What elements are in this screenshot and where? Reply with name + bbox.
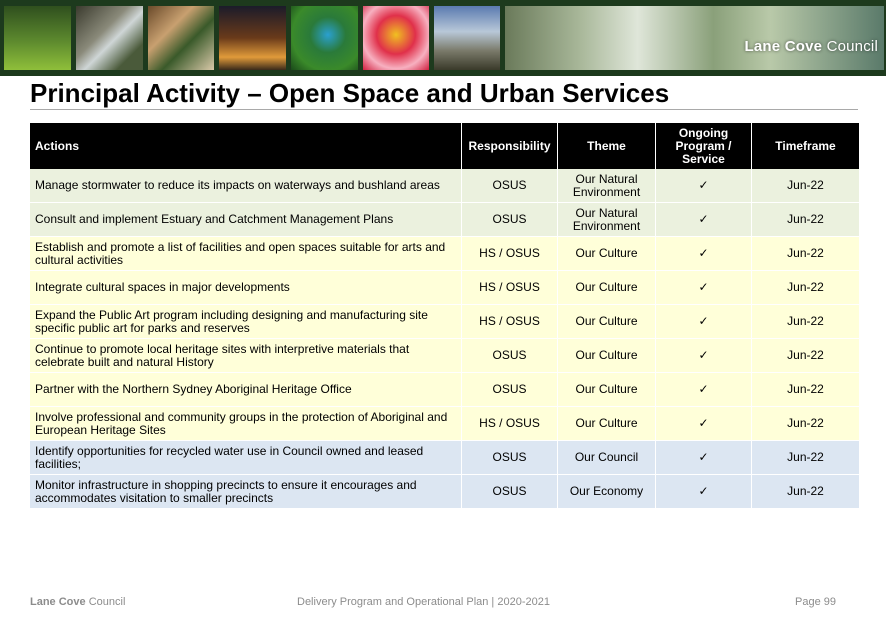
cell-action: Continue to promote local heritage sites with interpretive materials that celebrate built and natural History <box>30 339 462 373</box>
table-row <box>30 475 859 509</box>
footer-org <box>30 596 125 608</box>
cell-timeframe: Jun-22 <box>752 373 859 407</box>
header-banner <box>0 0 886 76</box>
banner-photo-street-night <box>219 6 286 70</box>
cell-responsibility: HS / OSUS <box>462 305 558 339</box>
cell-ongoing-check: ✓ <box>656 237 752 271</box>
cell-action: Partner with the Northern Sydney Aboriginal Heritage Office <box>30 373 462 407</box>
cell-theme: Our Culture <box>558 237 656 271</box>
table-row <box>30 339 859 373</box>
logo-bold-text: Lane Cove <box>744 38 823 55</box>
cell-theme: Our Culture <box>558 339 656 373</box>
cell-theme: Our Economy <box>558 475 656 509</box>
cell-action: Consult and implement Estuary and Catchment Management Plans <box>30 203 462 237</box>
cell-timeframe: Jun-22 <box>752 271 859 305</box>
cell-timeframe: Jun-22 <box>752 237 859 271</box>
cell-ongoing-check: ✓ <box>656 441 752 475</box>
banner-photo-lorikeet <box>291 6 358 70</box>
cell-action: Manage stormwater to reduce its impacts on waterways and bushland areas <box>30 169 462 203</box>
cell-theme: Our Culture <box>558 407 656 441</box>
table-row <box>30 237 859 271</box>
cell-action: Involve professional and community groups in the protection of Aboriginal and European Heritage Sites <box>30 407 462 441</box>
title-divider <box>30 109 858 110</box>
cell-ongoing-check: ✓ <box>656 475 752 509</box>
cell-responsibility: OSUS <box>462 339 558 373</box>
cell-responsibility: HS / OSUS <box>462 407 558 441</box>
table-row <box>30 441 859 475</box>
cell-responsibility: OSUS <box>462 373 558 407</box>
banner-photo-building <box>434 6 500 70</box>
table-row <box>30 305 859 339</box>
cell-responsibility: OSUS <box>462 203 558 237</box>
council-logo <box>745 38 878 55</box>
banner-photo-waterfall <box>76 6 143 70</box>
banner-photo-performer <box>363 6 429 70</box>
col-header-theme: Theme <box>558 123 656 169</box>
cell-responsibility: HS / OSUS <box>462 271 558 305</box>
col-header-timeframe: Timeframe <box>752 123 859 169</box>
cell-timeframe: Jun-22 <box>752 305 859 339</box>
col-header-ongoing: Ongoing Program / Service <box>656 123 752 169</box>
table-row <box>30 271 859 305</box>
col-header-responsibility: Responsibility <box>462 123 558 169</box>
table-row <box>30 169 859 203</box>
table-header-row <box>30 123 859 169</box>
cell-action: Establish and promote a list of facilities and open spaces suitable for arts and cultural activities <box>30 237 462 271</box>
footer-org-bold: Lane Cove <box>30 596 86 608</box>
banner-photo-park <box>4 6 71 70</box>
cell-timeframe: Jun-22 <box>752 339 859 373</box>
table-row <box>30 373 859 407</box>
footer-org-light: Council <box>88 596 126 608</box>
cell-action: Expand the Public Art program including designing and manufacturing site specific public art for parks and reserves <box>30 305 462 339</box>
cell-responsibility: OSUS <box>462 169 558 203</box>
cell-timeframe: Jun-22 <box>752 407 859 441</box>
cell-ongoing-check: ✓ <box>656 407 752 441</box>
cell-timeframe: Jun-22 <box>752 475 859 509</box>
cell-ongoing-check: ✓ <box>656 203 752 237</box>
cell-action: Monitor infrastructure in shopping precincts to ensure it encourages and accommodates visitation to smaller precincts <box>30 475 462 509</box>
logo-light-text: Council <box>826 38 878 55</box>
cell-responsibility: HS / OSUS <box>462 237 558 271</box>
cell-ongoing-check: ✓ <box>656 373 752 407</box>
actions-table <box>30 123 859 509</box>
table-row <box>30 203 859 237</box>
cell-responsibility: OSUS <box>462 441 558 475</box>
cell-ongoing-check: ✓ <box>656 169 752 203</box>
cell-timeframe: Jun-22 <box>752 441 859 475</box>
cell-theme: Our Natural Environment <box>558 169 656 203</box>
cell-theme: Our Council <box>558 441 656 475</box>
cell-theme: Our Culture <box>558 373 656 407</box>
banner-photo-market <box>148 6 214 70</box>
cell-timeframe: Jun-22 <box>752 169 859 203</box>
cell-ongoing-check: ✓ <box>656 339 752 373</box>
cell-action: Integrate cultural spaces in major developments <box>30 271 462 305</box>
cell-ongoing-check: ✓ <box>656 305 752 339</box>
footer-page-number: Page 99 <box>795 596 836 608</box>
cell-action: Identify opportunities for recycled water use in Council owned and leased facilities; <box>30 441 462 475</box>
cell-timeframe: Jun-22 <box>752 203 859 237</box>
table-row <box>30 407 859 441</box>
page-title: Principal Activity – Open Space and Urban Services <box>30 78 670 108</box>
cell-responsibility: OSUS <box>462 475 558 509</box>
cell-ongoing-check: ✓ <box>656 271 752 305</box>
footer-document-title: Delivery Program and Operational Plan | 2020-2021 <box>297 596 550 608</box>
cell-theme: Our Culture <box>558 271 656 305</box>
cell-theme: Our Natural Environment <box>558 203 656 237</box>
col-header-actions: Actions <box>30 123 462 169</box>
cell-theme: Our Culture <box>558 305 656 339</box>
